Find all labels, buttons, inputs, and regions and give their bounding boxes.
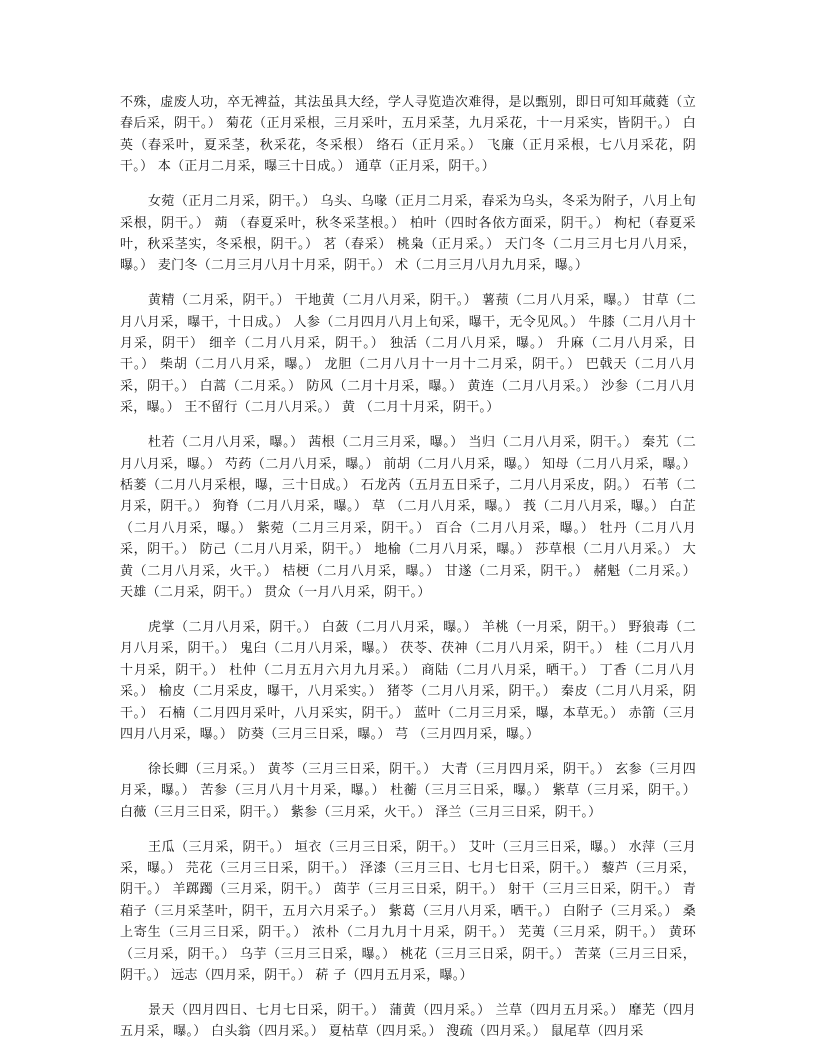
paragraph: 不殊，虚废人功，卒无裨益，其法虽具大经，学人寻览造次难得，是以甄别，即日可知耳蒇蕤（立春后采，阴干。） 菊花（正月采根，三月采叶，五月采茎，九月采花，十一月采实，皆阴干。） 白英（春采叶，夏采茎，秋采花，冬采根） 络石（正月采。） 飞廉（正月采根，七八月采花，阴干。） 本（正月二月采，曝三十日成。） 通草（正月采，阴干。） [120, 95, 696, 175]
paragraph: 徐长卿（三月采。） 黄芩（三月三日采，阴干。） 大青（三月四月采，阴干。） 玄参（三月四月采，曝。） 苦参（三月八月十月采，曝。） 杜蘅（三月三日采，曝。） 紫草（三月采，阴干。） 白薇（三月三日采，阴干。） 紫参（三月采，火干。） 泽兰（三月三日采，阴干。） [120, 761, 696, 820]
paragraph: 虎掌（二月八月采，阴干。） 白蔹（二月八月采，曝。） 羊桃（一月采，阴干。） 野狼毒（二月八月采，阴干。） 鬼臼（二月八月采，曝。） 茯苓、茯神（二月八月采，阴干。） 桂（二月八月十月采，阴干。） 杜仲（二月五月六月九月采。） 商陆（二月八月采，晒干。） 丁香（二月八月采。） 榆皮（二月采皮，曝干，八月采实。） 猪苓（二月八月采，阴干。） 秦皮（二月八月采，阴干。） 石楠（二月四月采叶，八月采实，阴干。） 蓝叶（二月三月采，曝，本草无。） 赤箭（三月四月八月采，曝。） 防葵（三月三日采，曝。） 芎 （三月四月采，曝。） [120, 619, 696, 742]
document-body [120, 92, 696, 1056]
paragraph: 杜若（二月八月采，曝。） 茜根（二月三月采，曝。） 当归（二月八月采，阴干。） 秦艽（二月八月采，曝。） 芍药（二月八月采，曝。） 前胡（二月八月采，曝。） 知母（二月八月采，曝。） 栝蒌（二月八月采根，曝，三十日成。） 石龙芮（五月五日采子，二月八月采皮，阴。） 石苇（二月采，阴干。） 狗脊（二月八月采，曝。） 草 （二月八月采，曝。） 莪（二月八月采，曝。） 白芷（二月八月采，曝。） 紫菀（二月三月采，阴干。） 百合（二月八月采，曝。） 牡丹（二月八月采，阴干。） 防己（二月八月采，阴干。） 地榆（二月八月采，曝。） 莎草根（二月八月采。） 大黄（二月八月采，火干。） 桔梗（二月八月采，曝。） 甘遂（二月采，阴干。） 赭魁（二月采。） 天雄（二月采，阴干。） 贯众（一月八月采，阴干。） [120, 435, 696, 601]
paragraph: 景天（四月四日、七月七日采，阴干。） 蒲黄（四月采。） 兰草（四月五月采。） 靡芜（四月五月采，曝。） 白头翁（四月采。） 夏枯草（四月采。） 溲疏（四月采。） 鼠尾草（四月采 [120, 1002, 696, 1040]
paragraph: 王瓜（三月采，阴干。） 垣衣（三月三日采，阴干。） 艾叶（三月三日采，曝。） 水萍（三月采，曝。） 芫花（三月三日采，阴干。） 泽漆（三月三日、七月七日采，阴干。） 藜芦（三月采，阴干。） 羊踯躅（三月采，阴干。） 茵芋（三月三日采，阴干。） 射干（三月三日采，阴干。） 青葙子（三月采茎叶，阴干，五月六月采子。） 紫葛（三月八月采，晒干。） 白附子（三月采。） 桑上寄生（三月三日采，阴干。） 浓朴（二月九月十月采，阴干。） 芜荑（三月采，阴干。） 黄环（三月采，阴干。） 乌芋（三月三日采，曝。） 桃花（三月三日采，阴干。） 苦菜（三月三日采，阴干。） 远志（四月采，阴干。） 菥 子（四月五月采，曝。） [120, 839, 696, 984]
paragraph: 女菀（正月二月采，阴干。） 乌头、乌喙（正月二月采，春采为乌头，冬采为附子，八月上旬采根，阴干。） 蒴 （春夏采叶，秋冬采茎根。） 柏叶（四时各依方面采，阴干。） 枸杞（春夏采叶，秋采茎实，冬采根，阴干。） 茗（春采） 桃枭（正月采。） 天门冬（二月三月七月八月采，曝。） 麦门冬（二月三月八月十月采，阴干。） 术（二月三月八月九月采，曝。） [120, 194, 696, 274]
paragraph: 黄精（二月采，阴干。） 干地黄（二月八月采，阴干。） 薯蓣（二月八月采，曝。） 甘草（二月八月采，曝干，十日成。） 人参（二月四月八月上旬采，曝干，无令见风。） 牛膝（二月八月十月采，阴干） 细辛（二月八月采，阴干。） 独活（二月八月采，曝。） 升麻（二月八月采，日干。） 柴胡（二月八月采，曝。） 龙胆（二月八月十一月十二月采，阴干。） 巴戟天（二月八月采，阴干。） 白蒿（二月采。） 防风（二月十月采，曝。） 黄连（二月八月采。） 沙参（二月八月采，曝。） 王不留行（二月八月采。） 黄 （二月十月采，阴干。） [120, 293, 696, 416]
